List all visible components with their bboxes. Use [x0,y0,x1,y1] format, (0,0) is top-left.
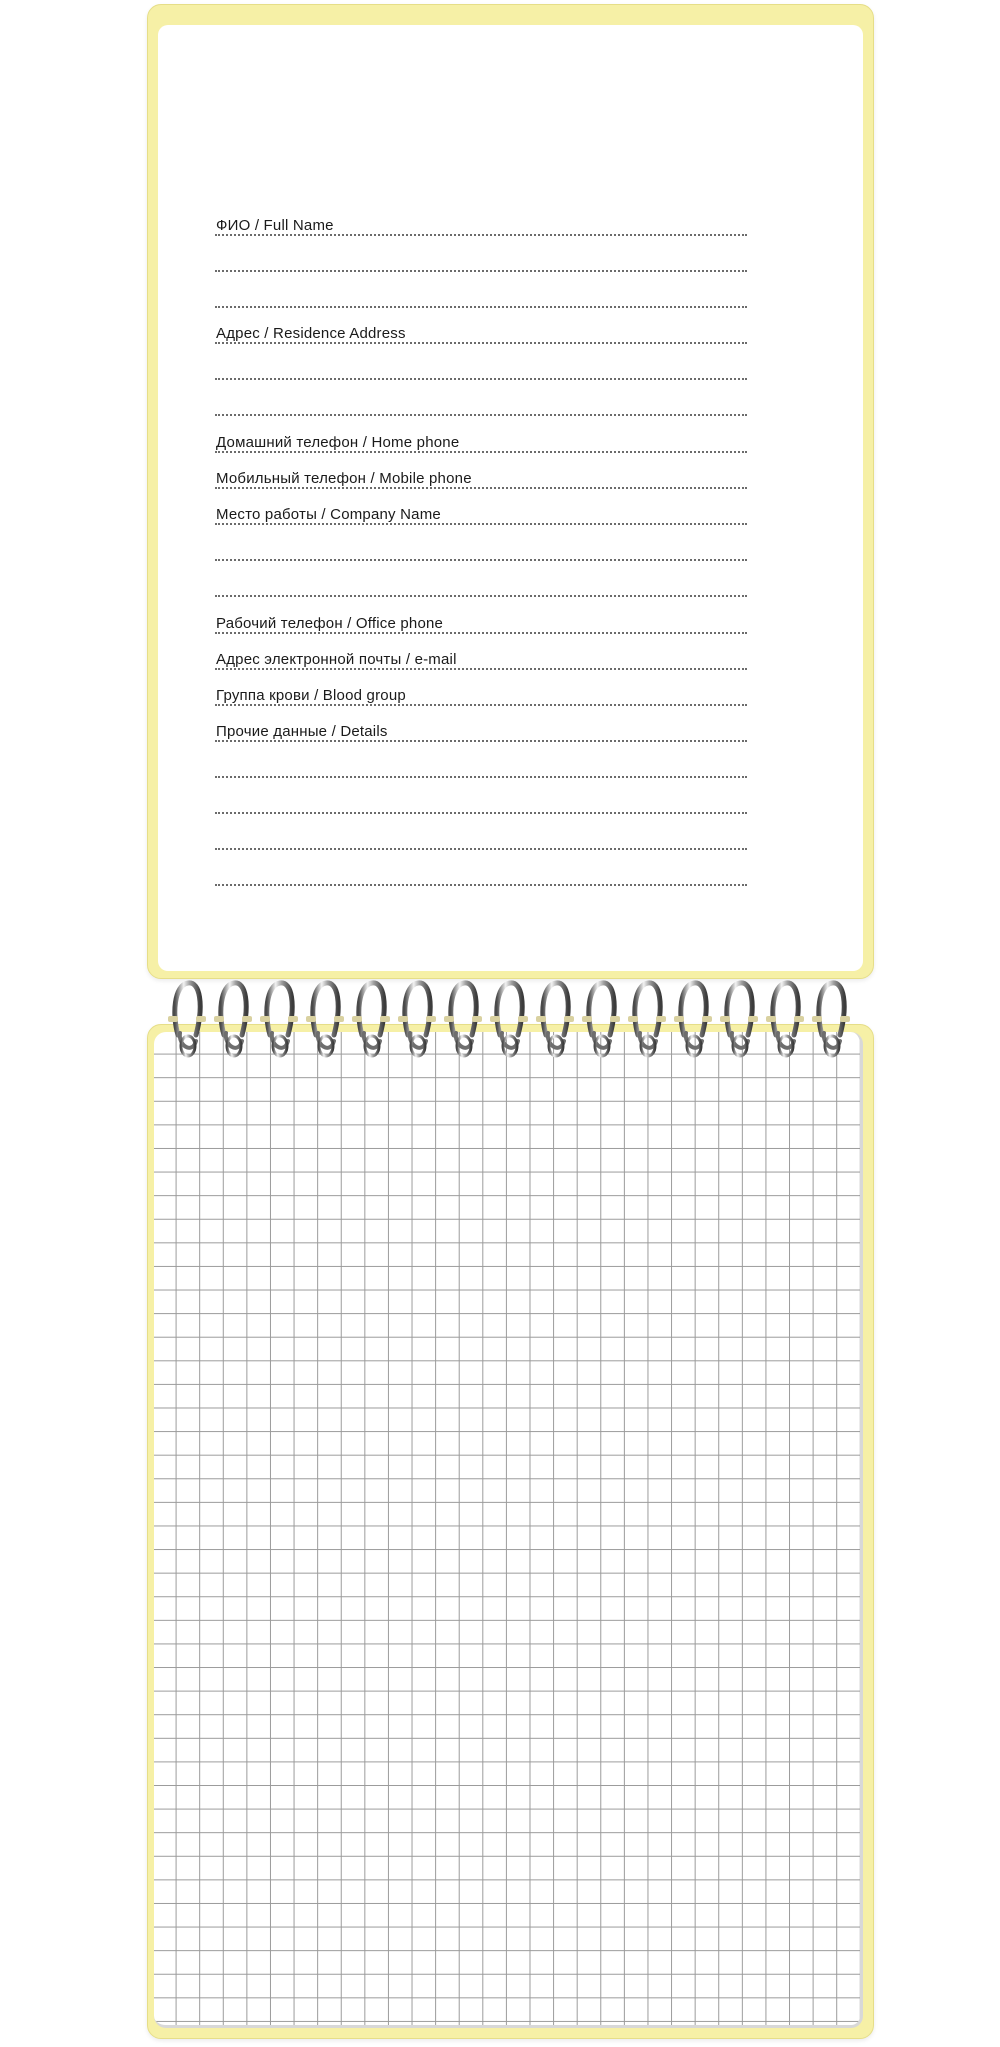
full-name-label: ФИО / Full Name [216,217,334,234]
bottom-page-cover [147,1024,874,2039]
full-name-line-3[interactable] [215,284,747,308]
address-line-2[interactable] [215,356,747,380]
email-label: Адрес электронной почты / e-mail [216,651,457,668]
spiral-ring-icon [538,975,574,1070]
grid-page[interactable] [154,1032,863,2028]
blood-group-label: Группа крови / Blood group [216,687,406,704]
company-line-3[interactable] [215,573,747,597]
details-line-2[interactable] [215,754,747,778]
spiral-ring-icon [768,975,804,1070]
email-line[interactable] [215,646,747,670]
address-line[interactable] [215,320,747,344]
spiral-ring-icon [584,975,620,1070]
spiral-ring-icon [630,975,666,1070]
spiral-binding [0,975,1000,1070]
spiral-ring-icon [262,975,298,1070]
company-label: Место работы / Company Name [216,506,441,523]
company-line[interactable] [215,501,747,525]
mobile-phone-line[interactable] [215,465,747,489]
spiral-ring-icon [722,975,758,1070]
details-line-5[interactable] [215,862,747,886]
details-line-3[interactable] [215,790,747,814]
company-line-2[interactable] [215,537,747,561]
office-phone-label: Рабочий телефон / Office phone [216,615,444,632]
details-line[interactable] [215,718,747,742]
spiral-ring-icon [170,975,206,1070]
spiral-ring-icon [446,975,482,1070]
spiral-ring-icon [676,975,712,1070]
address-label: Адрес / Residence Address [216,325,406,342]
home-phone-label: Домашний телефон / Home phone [216,434,460,451]
spiral-ring-icon [354,975,390,1070]
details-line-4[interactable] [215,826,747,850]
spiral-ring-icon [814,975,850,1070]
spiral-ring-icon [308,975,344,1070]
full-name-line[interactable] [215,212,747,236]
spiral-ring-icon [492,975,528,1070]
office-phone-line[interactable] [215,610,747,634]
spiral-ring-icon [216,975,252,1070]
blood-group-line[interactable] [215,682,747,706]
address-line-3[interactable] [215,392,747,416]
spiral-ring-icon [400,975,436,1070]
mobile-phone-label: Мобильный телефон / Mobile phone [216,470,472,487]
home-phone-line[interactable] [215,429,747,453]
full-name-line-2[interactable] [215,248,747,272]
details-label: Прочие данные / Details [216,723,388,740]
